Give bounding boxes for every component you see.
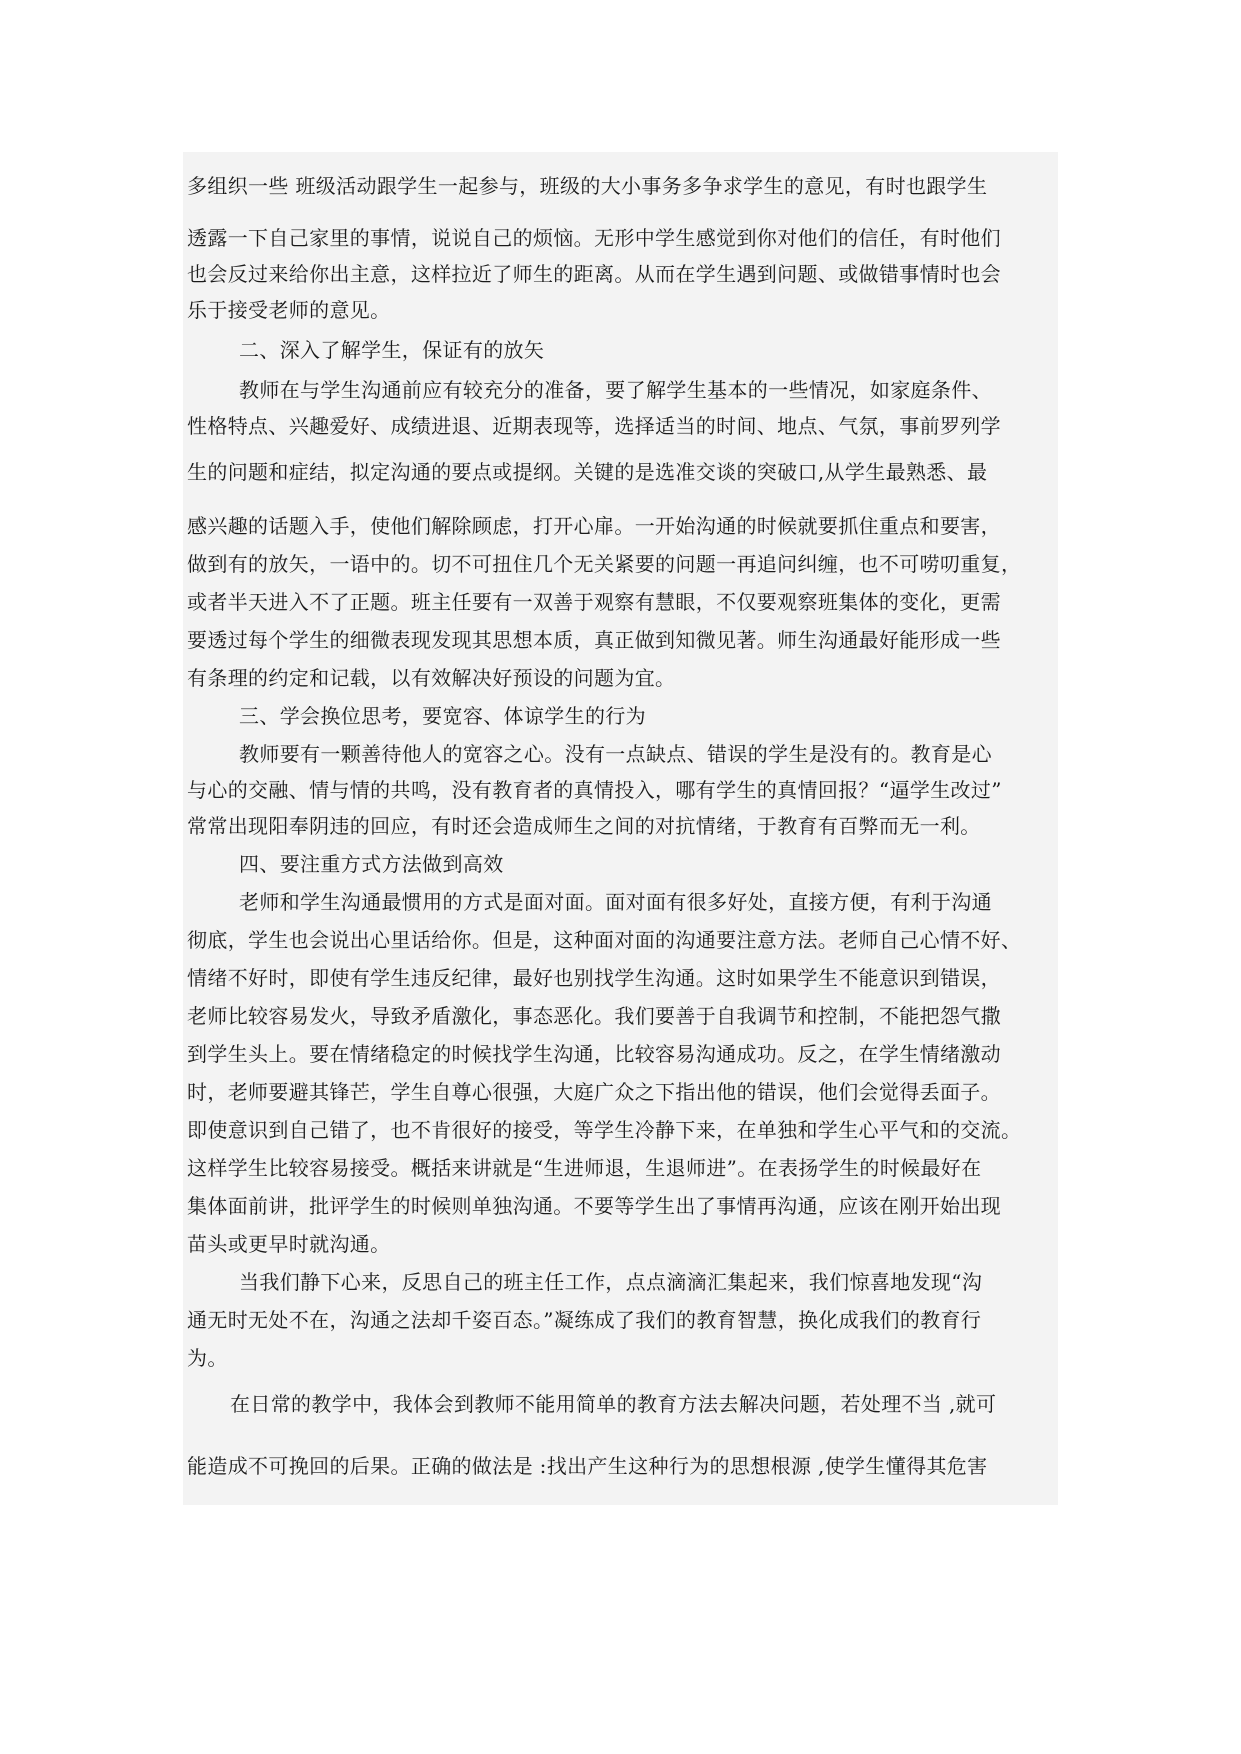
text-line: 这样学生比较容易接受。概括来讲就是“生进师退，生退师进”。在表扬学生的时候最好在 bbox=[187, 1156, 982, 1180]
section-heading: 四、要注重方式方法做到高效 bbox=[239, 852, 504, 876]
text-line: 集体面前讲，批评学生的时候则单独沟通。不要等学生出了事情再沟通，应该在刚开始出现 bbox=[187, 1194, 1001, 1218]
text-line: 要透过每个学生的细微表现发现其思想本质，真正做到知微见著。师生沟通最好能形成一些 bbox=[187, 628, 1001, 652]
text-line: 老师比较容易发火，导致矛盾激化，事态恶化。我们要善于自我调节和控制，不能把怨气撒 bbox=[187, 1004, 1001, 1028]
text-line: 教师要有一颗善待他人的宽容之心。没有一点缺点、错误的学生是没有的。教育是心 bbox=[239, 742, 992, 766]
text-line: 透露一下自己家里的事情，说说自己的烦恼。无形中学生感觉到你对他们的信任，有时他们 bbox=[187, 226, 1001, 250]
text-line: 彻底，学生也会说出心里话给你。但是，这种面对面的沟通要注意方法。老师自己心情不好、 bbox=[187, 928, 1022, 952]
text-line: 情绪不好时，即使有学生违反纪律，最好也别找学生沟通。这时如果学生不能意识到错误， bbox=[187, 966, 1001, 990]
text-line: 生的问题和症结，拟定沟通的要点或提纲。关键的是选准交谈的突破口,从学生最熟悉、最 bbox=[187, 460, 988, 484]
text-line: 有条理的约定和记载，以有效解决好预设的问题为宜。 bbox=[187, 666, 676, 690]
text-line: 通无时无处不在，沟通之法却千姿百态。”凝练成了我们的教育智慧，换化成我们的教育行 bbox=[187, 1308, 982, 1332]
text-line: 或者半天进入不了正题。班主任要有一双善于观察有慧眼，不仅要观察班集体的变化，更需 bbox=[187, 590, 1001, 614]
text-line: 常常出现阳奉阴违的回应，有时还会造成师生之间的对抗情绪，于教育有百弊而无一利。 bbox=[187, 814, 981, 838]
text-line: 多组织一些 班级活动跟学生一起参与，班级的大小事务多争求学生的意见，有时也跟学生 bbox=[187, 174, 988, 198]
text-line: 做到有的放矢，一语中的。切不可扭住几个无关紧要的问题一再追问纠缠，也不可唠叨重复， bbox=[187, 552, 1022, 576]
text-line: 时，老师要避其锋芒，学生自尊心很强，大庭广众之下指出他的错误，他们会觉得丢面子。 bbox=[187, 1080, 1001, 1104]
text-line: 性格特点、兴趣爱好、成绩进退、近期表现等，选择适当的时间、地点、气氛，事前罗列学 bbox=[187, 414, 1001, 438]
section-heading: 二、深入了解学生，保证有的放矢 bbox=[239, 338, 545, 362]
text-line: 乐于接受老师的意见。 bbox=[187, 298, 391, 322]
text-line: 当我们静下心来，反思自己的班主任工作，点点滴滴汇集起来，我们惊喜地发现“沟 bbox=[239, 1270, 983, 1294]
text-line: 也会反过来给你出主意，这样拉近了师生的距离。从而在学生遇到问题、或做错事情时也会 bbox=[187, 262, 1001, 286]
text-line: 为。 bbox=[187, 1346, 228, 1370]
section-heading: 三、学会换位思考，要宽容、体谅学生的行为 bbox=[239, 704, 646, 728]
text-line: 即使意识到自己错了，也不肯很好的接受，等学生冷静下来，在单独和学生心平气和的交流。 bbox=[187, 1118, 1022, 1142]
text-line: 老师和学生沟通最惯用的方式是面对面。面对面有很多好处，直接方便，有利于沟通 bbox=[239, 890, 992, 914]
text-line: 到学生头上。要在情绪稳定的时候找学生沟通，比较容易沟通成功。反之，在学生情绪激动 bbox=[187, 1042, 1001, 1066]
text-line: 在日常的教学中，我体会到教师不能用简单的教育方法去解决问题，若处理不当 ,就可 bbox=[230, 1392, 997, 1416]
text-line: 苗头或更早时就沟通。 bbox=[187, 1232, 391, 1256]
text-line: 能造成不可挽回的后果。正确的做法是 :找出产生这种行为的思想根源 ,使学生懂得其危害 bbox=[187, 1454, 988, 1478]
text-line: 教师在与学生沟通前应有较充分的准备，要了解学生基本的一些情况，如家庭条件、 bbox=[239, 378, 992, 402]
text-line: 感兴趣的话题入手，使他们解除顾虑，打开心扉。一开始沟通的时候就要抓住重点和要害， bbox=[187, 514, 1001, 538]
text-line: 与心的交融、情与情的共鸣，没有教育者的真情投入，哪有学生的真情回报？“逼学生改过” bbox=[187, 778, 1002, 802]
